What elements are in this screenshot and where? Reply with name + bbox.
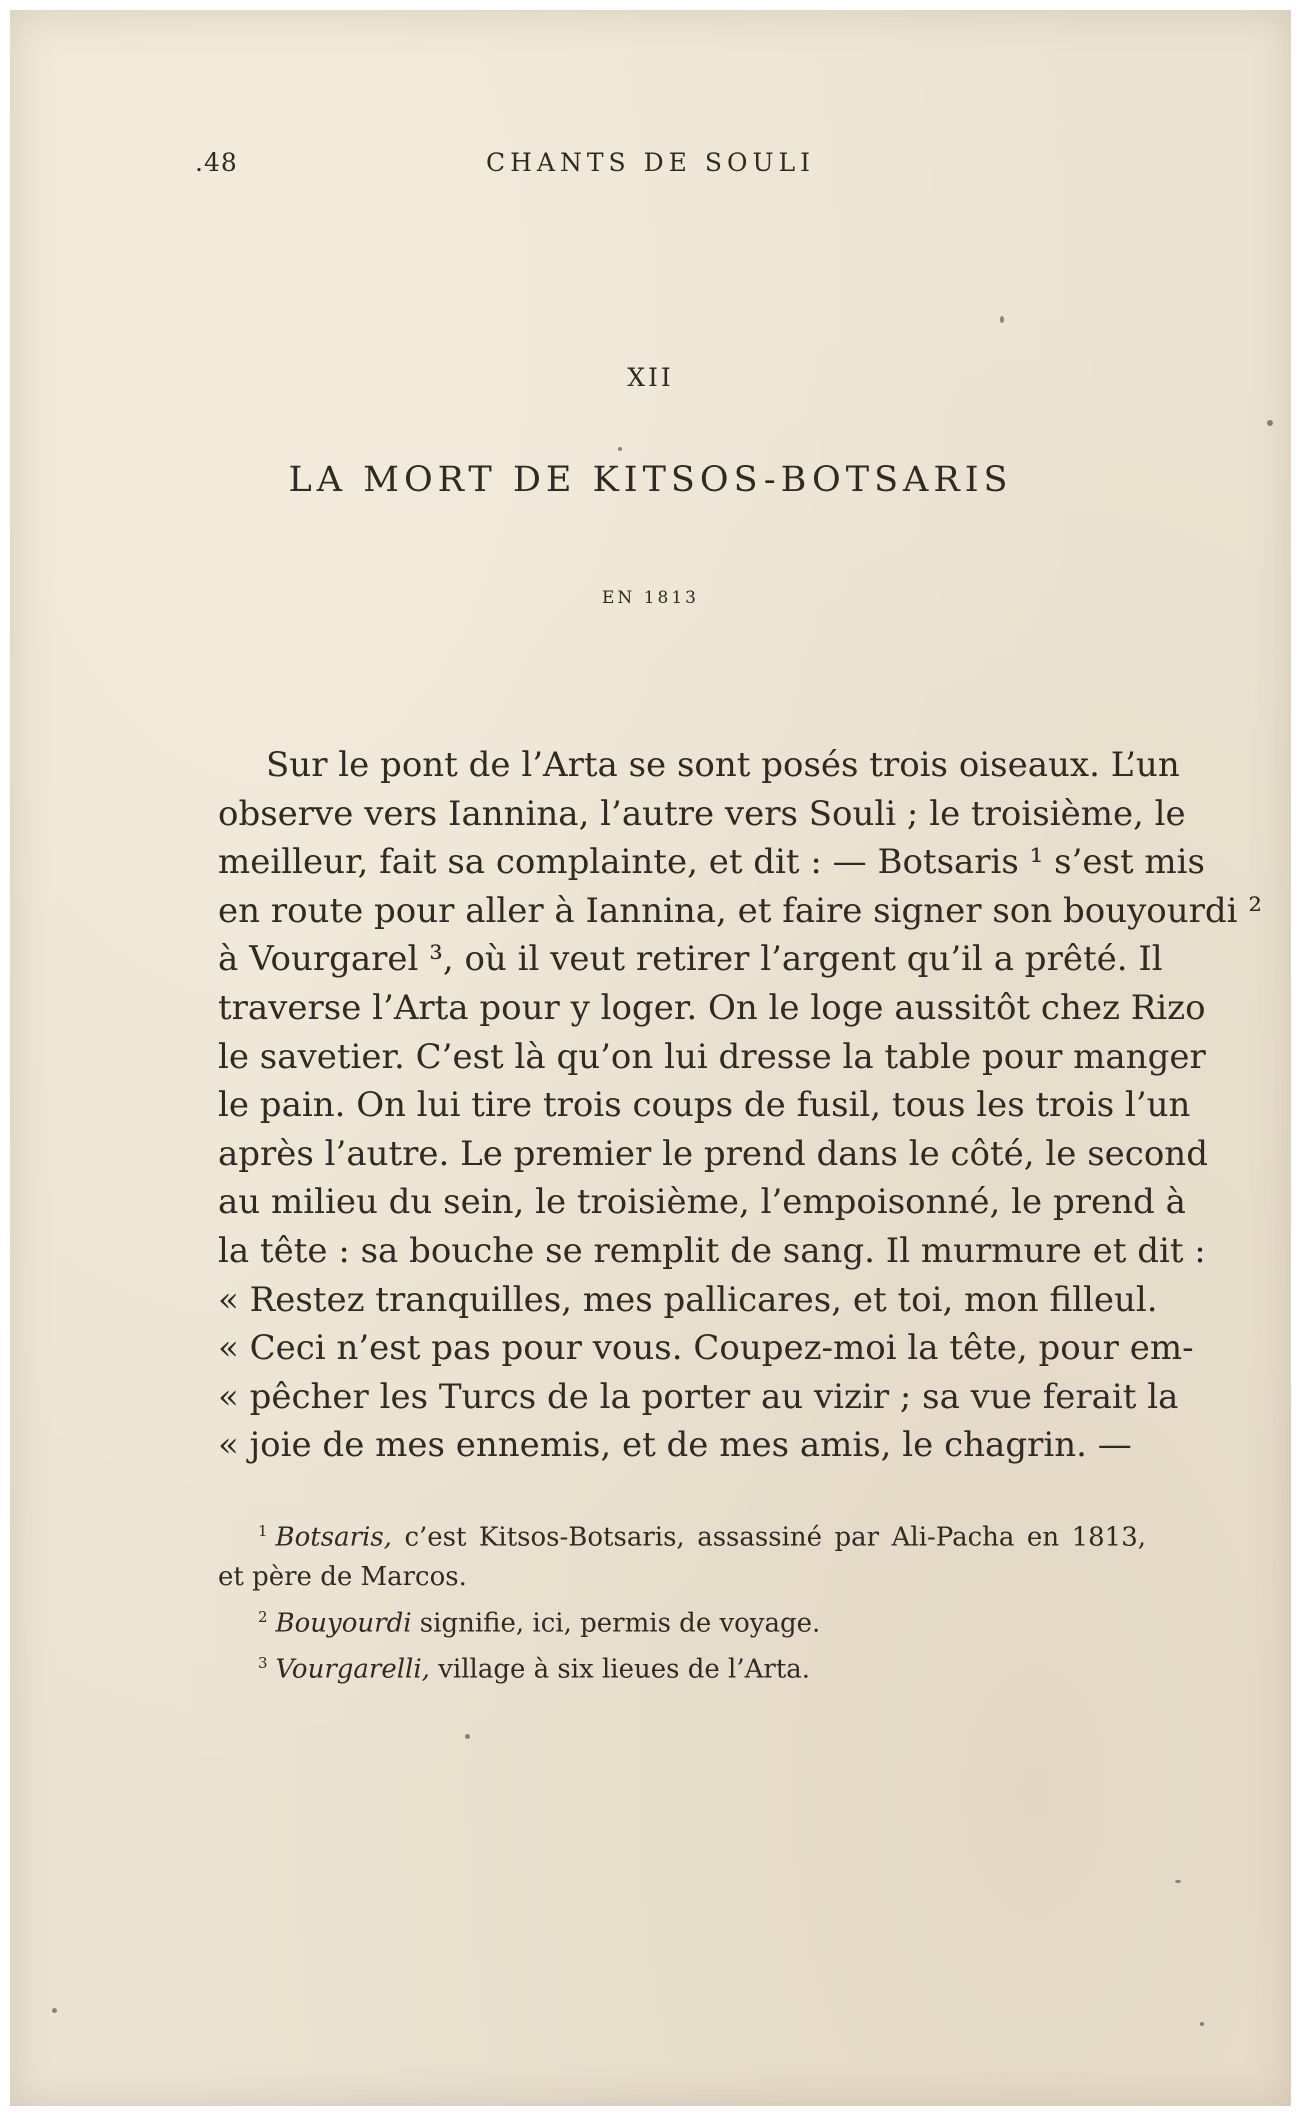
footnote-1-continuation: et père de Marcos. (218, 1562, 467, 1593)
footnote-2 (218, 1598, 1146, 1644)
paper-speck (52, 2008, 57, 2013)
chapter-title: LA MORT DE KITSOS-BOTSARIS (288, 460, 1013, 500)
text-line: « joie de mes ennemis, et de mes amis, le chagrin. — (218, 1425, 1132, 1466)
text-line: Sur le pont de l’Arta se sont posés trois oiseaux. L’un (266, 745, 1180, 785)
book-page (10, 10, 1291, 2106)
text-line: la tête : sa bouche se remplit de sang. Il murmure et dit : (218, 1230, 1206, 1271)
footnotes (218, 1512, 1146, 1690)
text-line: « Ceci n’est pas pour vous. Coupez-moi la tête, pour em- (218, 1328, 1194, 1369)
paper-speck (465, 1734, 470, 1739)
running-head (10, 148, 1291, 188)
text-line: observe vers Iannina, l’autre vers Souli ; le troisième, le (218, 793, 1186, 834)
footnote-term: Bouyourdi (275, 1608, 412, 1639)
text-line: « pêcher les Turcs de la porter au vizir ; sa vue ferait la (218, 1376, 1179, 1417)
footnote-term: Botsaris, (275, 1522, 392, 1553)
chapter-number: XII (627, 363, 674, 392)
footnote-marker: 1 (258, 1522, 268, 1540)
footnote-text: signifie, ici, permis de voyage. (419, 1608, 821, 1639)
page-number: .48 (195, 148, 238, 177)
footnote-3 (218, 1644, 1146, 1690)
text-line: le savetier. C’est là qu’on lui dresse la table pour manger (218, 1036, 1206, 1077)
paper-speck (618, 447, 622, 451)
text-line: à Vourgarel ³, où il veut retirer l’argent qu’il a prêté. Il (218, 939, 1163, 980)
text-line: en route pour aller à Iannina, et faire signer son bouyourdi ² (218, 890, 1262, 931)
text-line: après l’autre. Le premier le prend dans le côté, le second (218, 1133, 1208, 1174)
footnote-1 (218, 1512, 1146, 1558)
footnote-marker: 2 (258, 1607, 268, 1626)
text-line: traverse l’Arta pour y loger. On le loge aussitôt chez Rizo (218, 987, 1206, 1028)
paper-speck (1175, 1880, 1181, 1883)
footnote-text: c’est Kitsos-Botsaris, assassiné par Ali-Pacha en 1813, (404, 1522, 1147, 1553)
running-title: CHANTS DE SOULI (485, 148, 816, 177)
footnote-marker: 3 (258, 1653, 268, 1672)
text-line: meilleur, fait sa complainte, et dit : — Botsaris ¹ s’est mis (218, 842, 1205, 883)
text-line: le pain. On lui tire trois coups de fusil, tous les trois l’un (218, 1085, 1191, 1126)
paper-speck (1200, 2022, 1204, 2026)
text-line: « Restez tranquilles, mes pallicares, et toi, mon filleul. (218, 1279, 1158, 1320)
paper-speck (1267, 420, 1273, 426)
paper-speck (1000, 316, 1004, 323)
text-line: au milieu du sein, le troisième, l’empoisonné, le prend à (218, 1182, 1186, 1223)
footnote-term: Vourgarelli, (275, 1654, 430, 1685)
chapter-subtitle: EN 1813 (602, 588, 699, 608)
body-paragraph (218, 741, 1262, 1470)
footnote-text: village à six lieues de l’Arta. (438, 1654, 811, 1685)
